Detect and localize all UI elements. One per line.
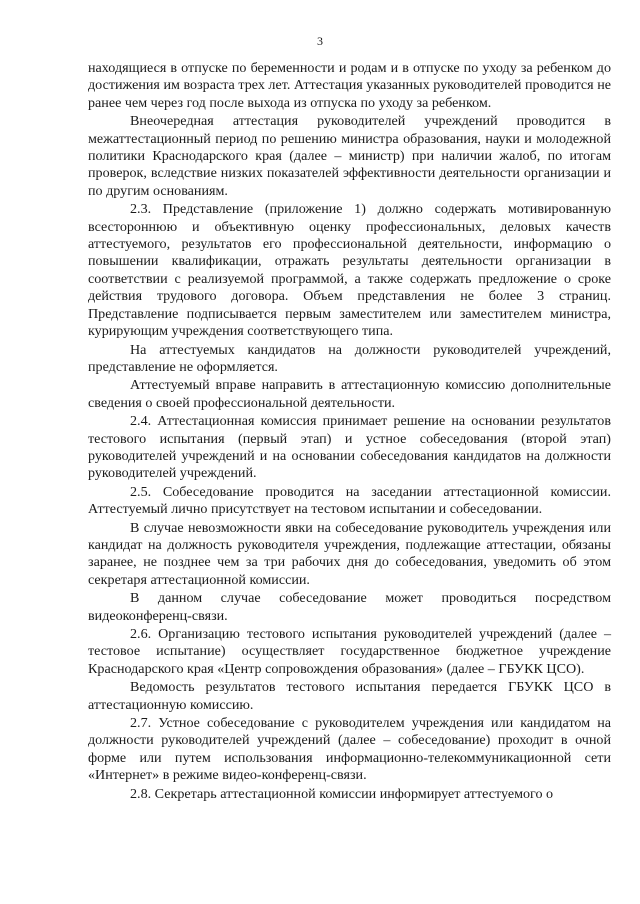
paragraph-extraordinary-attestation: Внеочередная аттестация руководителей учреждений проводится в межаттестационный период по решению министра образования, науки и молодежной политики Краснодарского края (далее – министр) при наличии жалоб, по итогам проверок, вследствие низких показателей эффективности деятельности организации и по другим основаниям. (88, 113, 611, 199)
page-number: 3 (317, 34, 323, 48)
paragraph-2-3: 2.3. Представление (приложение 1) должно содержать мотивированную всестороннюю и объективную оценку профессиональных, деловых качеств аттестуемого, результатов его профессиональной деятельности, информацию о повышении квалификации, отражать результаты деятельности организации в соответствии с реализуемой программой, а также содержать предложение о сроке действия трудового договора. Объем представления не более 3 страниц. Представление подписывается первым заместителем или заместителем министра, курирующим учреждения соответствующего типа. (88, 201, 611, 340)
paragraph-2-5: 2.5. Собеседование проводится на заседании аттестационной комиссии. Аттестуемый лично присутствует на тестовом испытании и собеседовании. (88, 483, 611, 518)
paragraph-absence: В случае невозможности явки на собеседование руководитель учреждения или кандидат на должность руководителя учреждения, подлежащие аттестации, обязаны заранее, не позднее чем за три рабочих дня до собеседования, уведомить об этом секретаря аттестационной комиссии. (88, 519, 611, 588)
paragraph-2-6: 2.6. Организацию тестового испытания руководителей учреждений (далее – тестовое испытание) осуществляет государственное бюджетное учреждение Краснодарского края «Центр сопровождения образования» (далее – ГБУКК ЦСО). (88, 626, 611, 677)
paragraph-2-4: 2.4. Аттестационная комиссия принимает решение на основании результатов тестового испытания (первый этап) и устное собеседования (второй этап) руководителей учреждений и на основании собеседования кандидатов на должности руководителей учреждений. (88, 413, 611, 482)
paragraph-test-results: Ведомость результатов тестового испытания передается ГБУКК ЦСО в аттестационную комиссию. (88, 679, 611, 713)
paragraph-2-7: 2.7. Устное собеседование с руководителем учреждения или кандидатом на должности руководителей учреждений (далее – собеседование) проходит в очной форме или путем использования информационно-телекоммуникационной сети «Интернет» в режиме видео-конференц-связи. (88, 715, 611, 784)
paragraph-candidates: На аттестуемых кандидатов на должности руководителей учреждений, представление не оформляется. (88, 341, 611, 375)
document-body (88, 60, 611, 804)
paragraph-2-8: 2.8. Секретарь аттестационной комиссии информирует аттестуемого о (130, 785, 554, 802)
paragraph-continuation: находящиеся в отпуске по беременности и родам и в отпуске по уходу за ребенком до достижения им возраста трех лет. Аттестация указанных руководителей проводится не ранее чем через год после выхода из отпуска по уходу за ребенком. (88, 60, 611, 111)
paragraph-additional-info: Аттестуемый вправе направить в аттестационную комиссию дополнительные сведения о своей профессиональной деятельности. (88, 377, 611, 411)
paragraph-video-conference: В данном случае собеседование может проводиться посредством видеоконференц-связи. (88, 590, 611, 624)
